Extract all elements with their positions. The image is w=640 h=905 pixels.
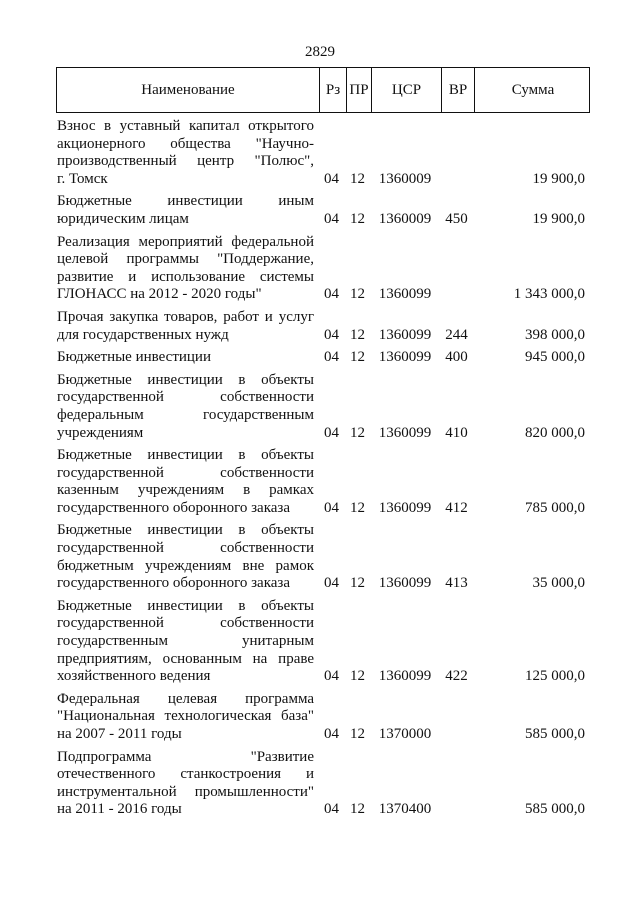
row-rz: 04 [324,575,339,592]
row-name [56,447,314,517]
row-name-line: государственной собственности [57,540,314,557]
row-name-line: отечественного станкостроения и [57,766,314,783]
row-csr: 1360009 [378,170,432,187]
row-csr: 1360099 [378,424,432,441]
row-name-line: федеральным государственным [57,406,314,423]
row-rz: 04 [324,286,339,303]
row-name-line: для государственных нужд [57,326,229,343]
row-name [56,372,314,442]
row-name-line: Взнос в уставный капитал открытого [57,118,314,134]
row-name-line: ГЛОНАСС на 2012 - 2020 годы" [57,286,262,303]
table-body [56,113,590,819]
row-pr: 12 [350,326,365,343]
table-row [56,304,590,344]
row-name-line: казенным учреждениям в рамках [57,482,314,499]
row-sum: 398 000,0 [525,326,585,343]
row-name [56,118,314,188]
row-pr: 12 [350,424,365,441]
row-name-line: Бюджетные инвестиции иным [57,193,314,210]
row-name-line: Бюджетные инвестиции в объекты [57,447,314,464]
row-rz: 04 [324,349,339,366]
row-pr: 12 [350,575,365,592]
row-name-line: Прочая закупка товаров, работ и услуг [57,308,314,325]
row-name [56,309,314,344]
row-name-line: хозяйственного ведения [57,668,211,685]
row-name-line: Реализация мероприятий федеральной [57,233,314,250]
row-sum: 19 900,0 [532,170,585,187]
table-row [56,442,590,517]
row-name-line: "Национальная технологическая база" [57,708,314,725]
row-rz: 04 [324,424,339,441]
table-header [56,67,590,113]
table-row [56,229,590,304]
header-pr: ПР [346,68,371,112]
row-vr: 400 [445,349,468,366]
row-name-line: Бюджетные инвестиции в объекты [57,371,314,388]
row-csr: 1360099 [378,286,432,303]
row-csr: 1360099 [378,349,432,366]
table-row [56,517,590,592]
row-rz: 04 [324,801,339,818]
row-name-line: государственным унитарным [57,633,314,650]
row-rz: 04 [324,668,339,685]
table-row [56,188,590,228]
table-row [56,113,590,188]
header-rz: Рз [319,68,346,112]
row-vr: 450 [445,210,468,227]
table-row [56,593,590,686]
row-name-line: государственного оборонного заказа [57,499,291,516]
row-name-line: акционерного общества "Научно- [57,135,314,152]
row-rz: 04 [324,210,339,227]
row-vr: 244 [445,326,468,343]
row-name-line: Бюджетные инвестиции в объекты [57,522,314,539]
row-vr: 410 [445,424,468,441]
row-name-line: г. Томск [57,170,108,187]
row-pr: 12 [350,349,365,366]
budget-table [56,67,590,819]
header-name: Наименование [141,81,235,98]
row-name-line: целевой программы "Поддержание, [57,251,314,268]
row-name-line: Федеральная целевая программа [57,690,314,707]
row-sum: 19 900,0 [532,210,585,227]
row-name-line: государственной собственности [57,615,314,632]
row-pr: 12 [350,726,365,742]
row-name-line: инструментальной промышленности" [57,783,314,800]
row-rz: 04 [324,326,339,343]
row-csr: 1360009 [378,210,432,227]
row-sum: 125 000,0 [525,668,585,685]
row-vr: 413 [445,575,468,592]
row-pr: 12 [350,170,365,187]
header-csr: ЦСР [371,68,441,112]
row-name-line: развитие и использование системы [57,268,314,285]
row-name-line: государственного оборонного заказа [57,575,291,592]
row-name-line: государственной собственности [57,389,314,406]
row-name-line: Подпрограмма "Развитие [57,748,314,765]
table-row [56,367,590,442]
row-csr: 1360099 [378,575,432,592]
row-rz: 04 [324,499,339,516]
row-sum: 945 000,0 [525,349,585,366]
row-name-line: на 2007 - 2011 годы [57,726,182,742]
row-rz: 04 [324,170,339,187]
row-sum: 585 000,0 [525,726,585,742]
row-name-line: Бюджетные инвестиции [57,349,211,366]
row-name [56,193,314,228]
row-name [56,349,314,367]
table-row [56,344,590,367]
row-name-line: на 2011 - 2016 годы [57,801,182,818]
row-pr: 12 [350,286,365,303]
table-row [56,686,590,744]
row-vr: 412 [445,499,468,516]
row-csr: 1360099 [378,326,432,343]
row-name-line: государственной собственности [57,464,314,481]
row-sum: 785 000,0 [525,499,585,516]
row-sum: 820 000,0 [525,424,585,441]
row-name-line: предприятиям, основанным на праве [57,650,314,667]
row-name [56,691,314,744]
row-name-line: юридическим лицам [57,210,189,227]
row-csr: 1370400 [378,801,432,818]
header-vr: ВР [441,68,474,112]
row-pr: 12 [350,668,365,685]
row-csr: 1360099 [378,499,432,516]
row-name [56,749,314,819]
row-sum: 1 343 000,0 [513,286,585,303]
row-sum: 585 000,0 [525,801,585,818]
row-pr: 12 [350,801,365,818]
row-csr: 1370000 [378,726,432,742]
header-sum: Сумма [474,68,591,112]
row-pr: 12 [350,210,365,227]
row-name [56,234,314,304]
row-name [56,522,314,592]
page-number: 2829 [305,44,335,60]
row-vr: 422 [445,668,468,685]
row-name-line: учреждениям [57,424,144,441]
row-name-line: бюджетным учреждениям вне рамок [57,557,314,574]
row-rz: 04 [324,726,339,742]
row-name [56,598,314,686]
row-pr: 12 [350,499,365,516]
row-csr: 1360099 [378,668,432,685]
row-sum: 35 000,0 [532,575,585,592]
table-row [56,744,590,819]
row-name-line: Бюджетные инвестиции в объекты [57,597,314,614]
row-name-line: производственный центр "Полюс", [57,153,314,170]
